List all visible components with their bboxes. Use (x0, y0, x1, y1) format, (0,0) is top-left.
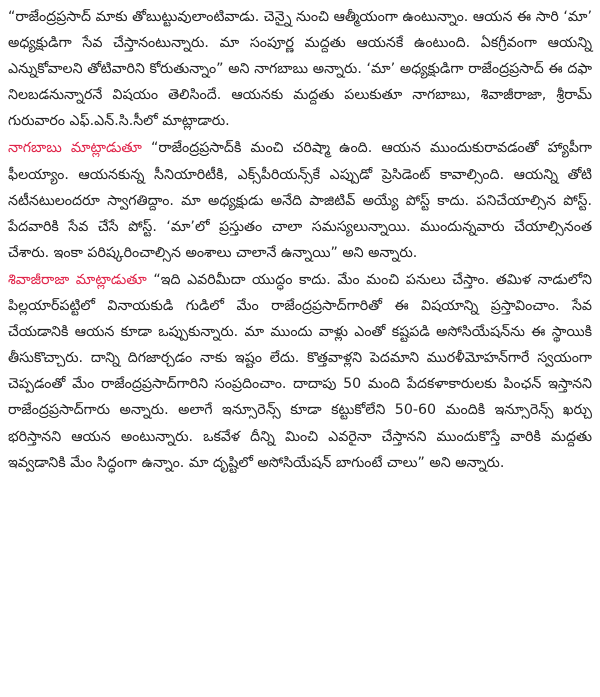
article-paragraph: “రాజేంద్రప్రసాద్ మాకు తోబుట్టువులాంటివాడు. చెన్నై నుంచి ఆత్మీయంగా ఉంటున్నాం. ఆయన ఈ సారి ‘మా’ అధ్యక్షుడిగా సేవ చేస్తానంటున్నారు. మా సంపూర్ణ మద్దతు ఆయనకే ఉంటుంది. ఏకగ్రీవంగా ఆయన్ని ఎన్నుకోవాలని తోటివారిని కోరుతున్నాం” అని నాగబాబు అన్నారు. ‘మా’ అధ్యక్షుడిగా రాజేంద్రప్రసాద్ ఈ దఫా నిలబడనున్నారనే విషయం తెలిసిందే. ఆయనకు మద్దతు పలుకుతూ నాగబాబు, శివాజీరాజా, శ్రీరామ్ గురువారం ఎఫ్.ఎన్.సి.సీలో మాట్లాడారు. (8, 9, 592, 130)
quote-text: “ఇది ఎవరిమీదా యుద్ధం కాదు. మేం మంచి పనులు చేస్తాం. తమిళ నాడులోని పిల్లయార్‌పట్టిలో వినాయకుడి గుడిలో మేం రాజేంద్రప్రసాద్‌గారితో ఈ విషయాన్ని ప్రస్తావించాం. సేవ చేయడానికి ఆయన కూడా ఒప్పుకున్నారు. మా ముందు వాళ్లు ఎంతో కష్టపడి అసోసియేషన్‌ను ఈ స్థాయికి తీసుకొచ్చారు. దాన్ని దిగజార్చడం నాకు ఇష్టం లేదు. కొత్తవాళ్లని పెదమాని మురళీమోహన్‌గారే స్వయంగా చెప్పడంతో మేం రాజేంద్రప్రసాద్‌గారిని సంప్రదించాం. దాదాపు 50 మంది పేదకళాకారులకు పింఛన్ ఇస్తానని రాజేంద్రప్రసాద్‌గారు అన్నారు. అలాగే ఇన్సూరెన్స్ కూడా కట్టుకోలేని 50-60 మందికి ఇన్సూరెన్స్ ఖర్చు భరిస్తానని ఆయన అంటున్నారు. ఒకవేళ దీన్ని మించి ఎవరైనా చేస్తానని ముందుకొస్తే వారికి మద్దతు ఇవ్వడానికి మేం సిద్ధంగా ఉన్నాం. మా దృష్టిలో అసోసియేషన్ బాగుంటే చాలు” అని అన్నారు. (8, 271, 592, 471)
speaker-label: శివాజీరాజా మాట్లాడుతూ (8, 271, 147, 288)
quote-text: “రాజేంద్రప్రసాద్‌కి మంచి చరిష్మా ఉంది. ఆయన ముందుకురావడంతో హ్యాపీగా ఫీలయ్యాం. ఆయనకున్న సీనియారిటీకి, ఎక్స్‌పీరియన్స్‌కే ఎప్పుడో ప్రెసిడెంట్ కావాల్సింది. ఆయన్ని తోటి నటీనటులందరూ స్వాగతిద్దాం. మా అధ్యక్షుడు అనేది పాజిటివ్ అయ్యే పోస్ట్ కాదు. పనిచేయాల్సిన పోస్ట్. పేదవారికి సేవ చేసే పోస్ట్. ‘మా’లో ప్రస్తుతం చాలా సమస్యలున్నాయి. ముందున్నవారు చేయాల్సినంత చేశారు. ఇంకా పరిష్కరించాల్సిన అంశాలు చాలానే ఉన్నాయి” అని అన్నారు. (8, 140, 592, 261)
article-paragraph (8, 267, 592, 476)
article-paragraph (8, 135, 592, 265)
speaker-label: నాగబాబు మాట్లాడుతూ (8, 140, 142, 157)
